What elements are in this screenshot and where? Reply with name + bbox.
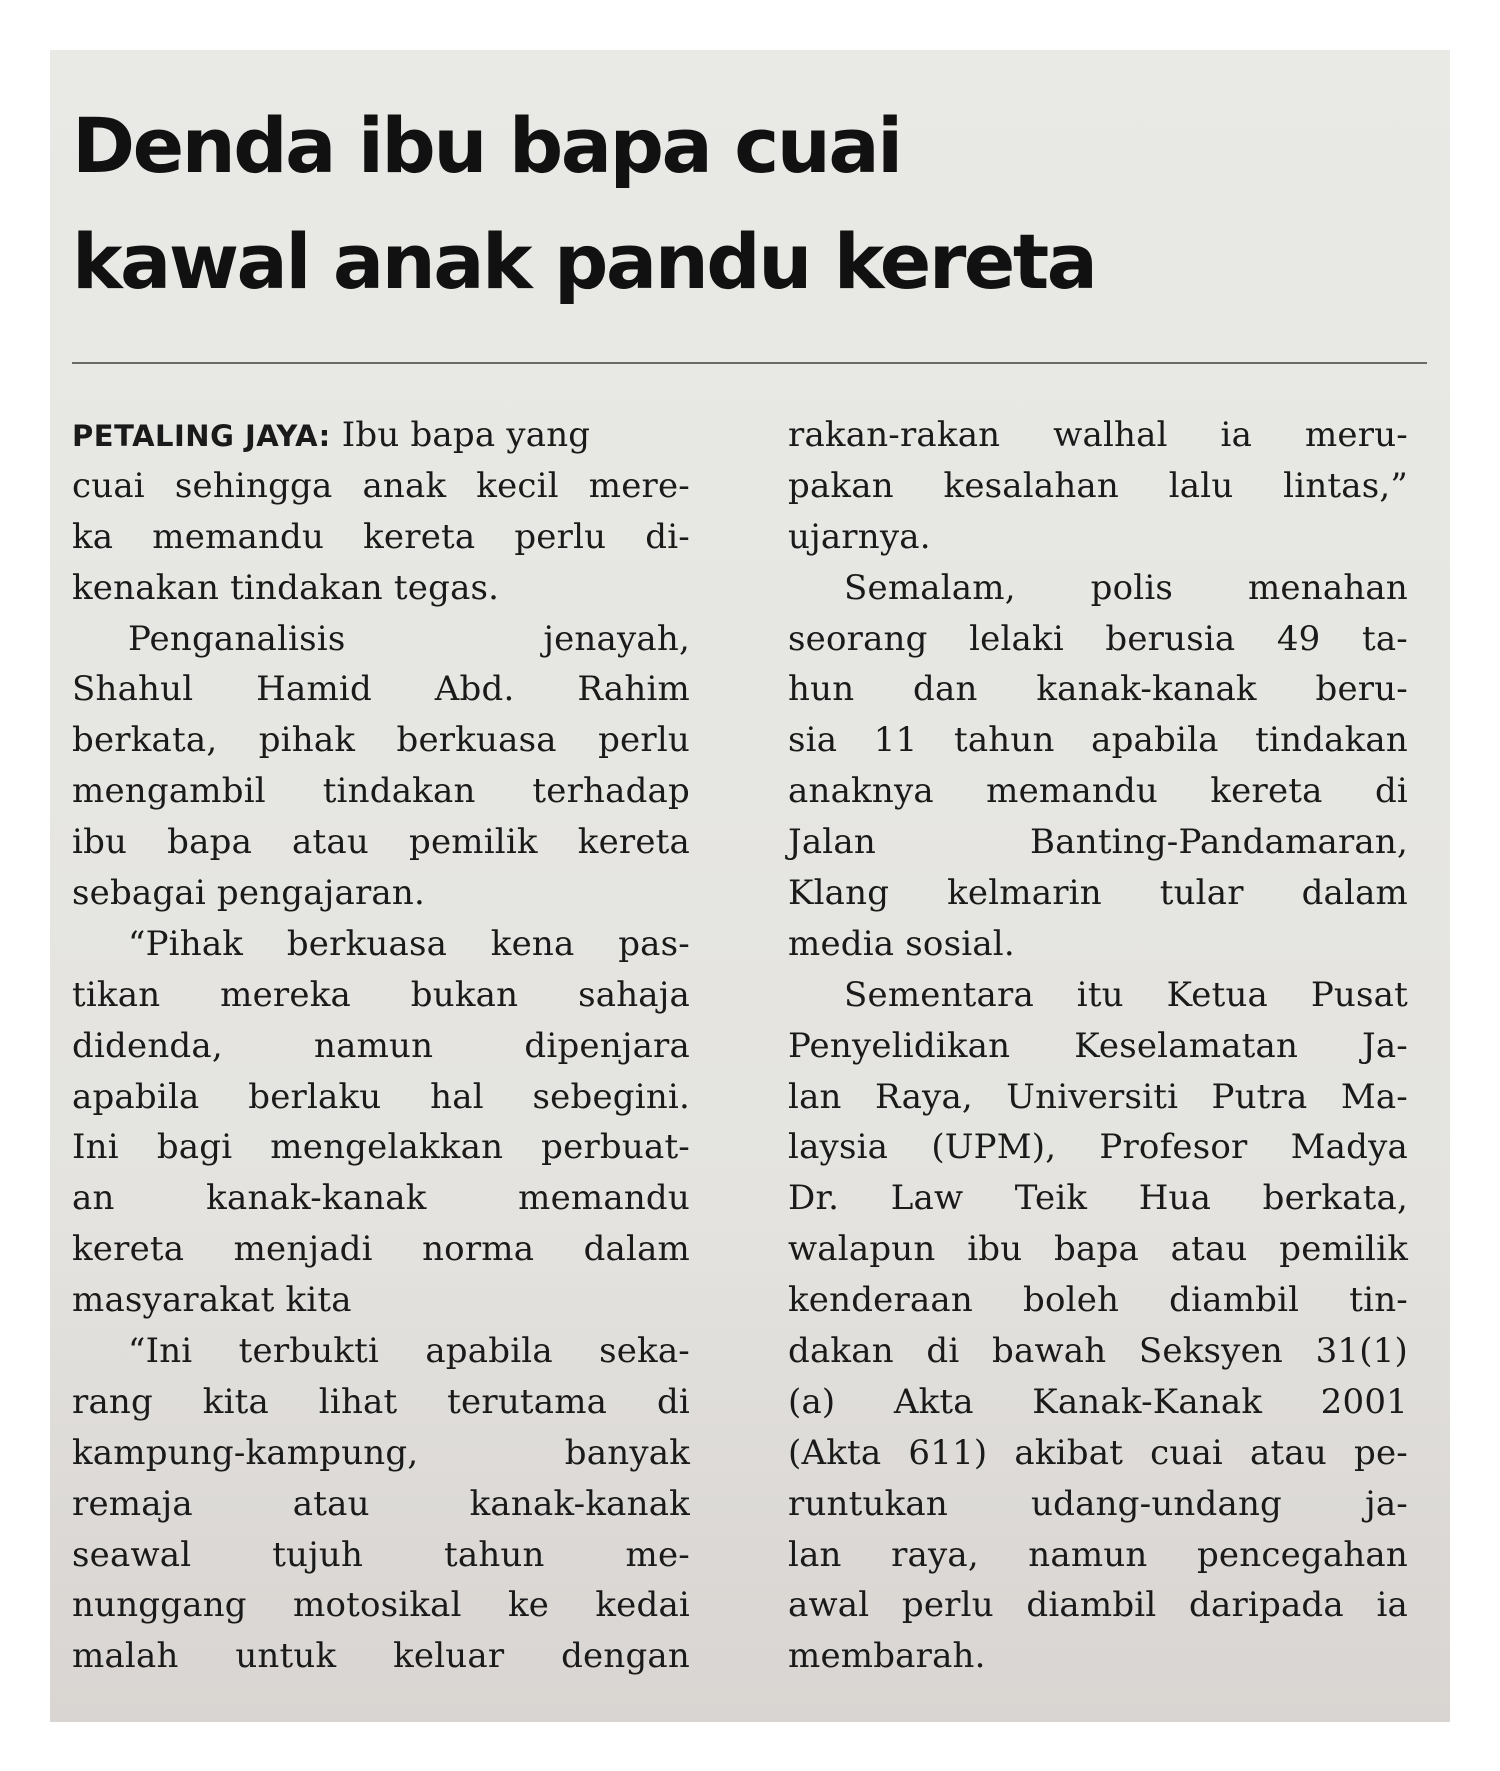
article-line: pakan kesalahan lalu lintas,” (788, 465, 1408, 506)
article-line: media sosial. (788, 923, 1015, 964)
article-line: an kanak-kanak memandu (72, 1178, 690, 1219)
article-line (72, 410, 690, 461)
article-line: lan raya, namun pencegahan (788, 1534, 1408, 1575)
article-line: hun dan kanak-kanak beru- (788, 669, 1408, 710)
dateline: PETALING JAYA: (72, 419, 331, 453)
article-line: Penyelidikan Keselamatan Ja- (788, 1025, 1408, 1066)
article-line: “Ini terbukti apabila seka- (128, 1331, 690, 1372)
article-line: (a) Akta Kanak-Kanak 2001 (788, 1381, 1408, 1422)
article-line: runtukan udang-undang ja- (788, 1483, 1408, 1524)
article-line: masyarakat kita (72, 1280, 352, 1321)
article-line: kenakan tindakan tegas. (72, 567, 500, 608)
article-column-1 (72, 410, 690, 1682)
article-line-text: Ibu bapa yang (330, 415, 591, 455)
article-line: cuai sehingga anak kecil mere- (72, 465, 690, 506)
article-line: nunggang motosikal ke kedai (72, 1585, 690, 1626)
article-line: tikan mereka bukan sahaja (72, 974, 690, 1015)
article-line: Shahul Hamid Abd. Rahim (72, 669, 690, 710)
article-line: Semalam, polis menahan (844, 567, 1408, 608)
article-line: laysia (UPM), Profesor Madya (788, 1127, 1408, 1168)
article-line: ibu bapa atau pemilik kereta (72, 822, 690, 863)
article-line: apabila berlaku hal sebegini. (72, 1076, 690, 1117)
article-line: didenda, namun dipenjara (72, 1025, 690, 1066)
article-line: berkata, pihak berkuasa perlu (72, 720, 690, 761)
headline-line-1: Denda ibu bapa cuai (72, 101, 901, 190)
article-line: Penganalisis jenayah, (128, 618, 690, 659)
article-column-2 (788, 410, 1408, 1682)
article-line: sia 11 tahun apabila tindakan (788, 720, 1408, 761)
article-line: sebagai pengajaran. (72, 873, 425, 914)
headline-divider (72, 362, 1427, 364)
article-line: seorang lelaki berusia 49 ta- (788, 618, 1408, 659)
article-line: rang kita lihat terutama di (72, 1381, 690, 1422)
article-line: membarah. (788, 1636, 986, 1677)
article-line: dakan di bawah Seksyen 31(1) (788, 1331, 1408, 1372)
article-line: “Pihak berkuasa kena pas- (128, 923, 690, 964)
headline-line-2: kawal anak pandu kereta (72, 217, 1096, 306)
article-line: awal perlu diambil daripada ia (788, 1585, 1408, 1626)
article-line: ka memandu kereta perlu di- (72, 516, 690, 557)
article-line: malah untuk keluar dengan (72, 1636, 690, 1677)
article-line: kenderaan boleh diambil tin- (788, 1280, 1408, 1321)
article-line: walapun ibu bapa atau pemilik (788, 1229, 1408, 1270)
article-line: anaknya memandu kereta di (788, 771, 1408, 812)
article-line: Klang kelmarin tular dalam (788, 873, 1408, 914)
article-line: seawal tujuh tahun me- (72, 1534, 690, 1575)
headline (72, 88, 1432, 320)
article-line: kampung-kampung, banyak (72, 1432, 690, 1473)
article-line: rakan-rakan walhal ia meru- (788, 415, 1408, 455)
article-line: lan Raya, Universiti Putra Ma- (788, 1076, 1408, 1117)
newspaper-clipping (50, 50, 1450, 1722)
article-line: Jalan Banting-Pandamaran, (788, 822, 1408, 863)
article-line: Dr. Law Teik Hua berkata, (788, 1178, 1408, 1219)
article-line: kereta menjadi norma dalam (72, 1229, 690, 1270)
article-line: Ini bagi mengelakkan perbuat- (72, 1127, 690, 1168)
article-line: Sementara itu Ketua Pusat (844, 974, 1408, 1015)
article-line: ujarnya. (788, 516, 931, 557)
article-line: (Akta 611) akibat cuai atau pe- (788, 1432, 1408, 1473)
article-line: mengambil tindakan terhadap (72, 771, 690, 812)
article-line: remaja atau kanak-kanak (72, 1483, 690, 1524)
